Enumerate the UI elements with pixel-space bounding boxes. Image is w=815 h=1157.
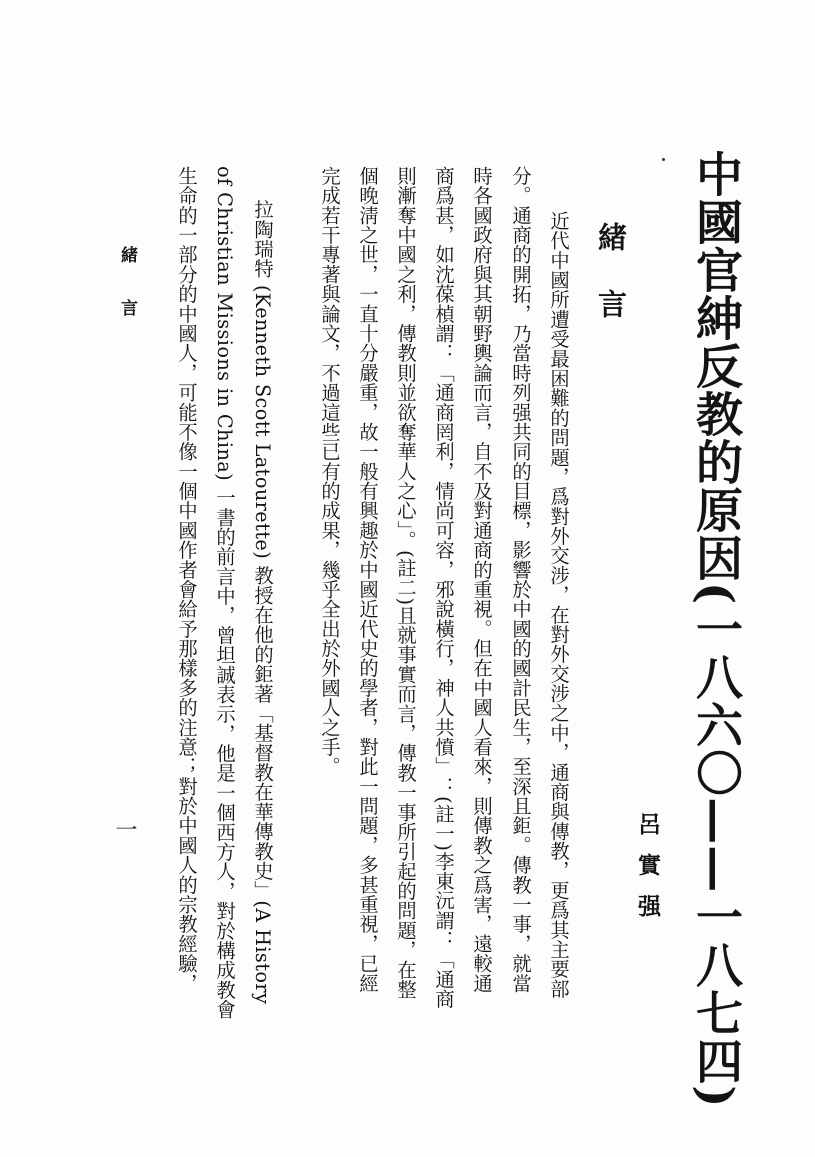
section-heading: 緒言 [594,222,628,356]
body-line-2: 分。通商的開拓，乃當時列强共同的目標，影響於中國的國計民生，至深且鉅。傳教一事，就當 [509,166,532,993]
body-line-3: 時各國政府與其朝野輿論而言，自不及對通商的重視。但在中國人看來，則傳教之爲害，遠較通 [470,166,493,993]
body-line-10: 生命的一部分的中國人，可能不像一個中國作者會給予那樣多的注意；對於中國人的宗教經驗， [175,166,198,993]
body-line-7: 完成若干專著與論文，不過這些已有的成果，幾乎全出於外國人之手。 [318,166,341,777]
article-title: 中國官紳反教的原因(一八六〇——一八七四) [688,150,743,1109]
body-line-6: 個晚淸之世，一直十分嚴重，故一般有興趣於中國近代史的學者，對此一問題，多甚重視，已經 [356,166,379,993]
body-line-4: 商爲甚，如沈葆楨謂：「通商罔利，情尚可容，邪說橫行，神人共憤」：(註一)李東沅謂：「通商 [432,166,455,1009]
body-line-9: of Christian Missions in China) 一書的前言中，曾坦誠表示，他是一個西方人，對於構成教會 [213,166,236,1020]
body-line-5: 則漸奪中國之利，傳教則並欲奪華人之心」。(註二)且就事實而言，傳教一事所引起的問題，在整 [394,166,417,1000]
body-line-8: 拉陶瑞特 (Kenneth Scott Latourette) 教授在他的鉅著「基督教在華傳教史」(A History [251,180,274,1005]
ink-speck [662,158,665,161]
page-number: 一 [112,818,137,840]
author-name: 呂實强 [634,812,661,935]
body-line-1: 近代中國所遭受最困難的問題，爲對外交涉，在對外交涉之中，通商與傳教，更爲其主要部 [547,211,570,999]
running-footer: 緒言 [117,246,137,352]
